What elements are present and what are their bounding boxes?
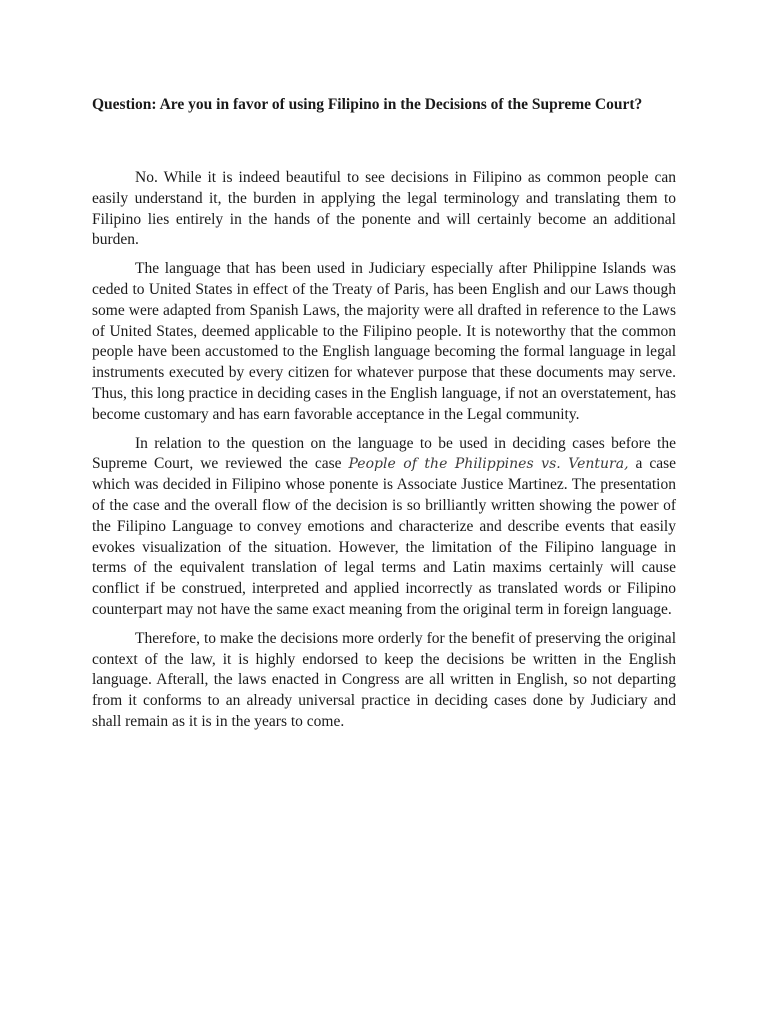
paragraph-4: Therefore, to make the decisions more orderly for the benefit of preserving the original context of the law, it is highly endorsed to keep the decisions be written in the English language. Afterall, the laws enacted in Congress are all written in English, so not departing from it conforms to an already universal practice in deciding cases done by Judiciary and shall remain as it is in the years to come. bbox=[92, 629, 676, 730]
question-heading: Question: Are you in favor of using Filipino in the Decisions of the Supreme Court? bbox=[92, 96, 643, 113]
paragraph-3 bbox=[92, 434, 676, 621]
case-citation: People of the Philippines vs. Ventura, bbox=[348, 456, 629, 473]
answer-body bbox=[92, 168, 676, 733]
paragraph-2: The language that has been used in Judiciary especially after Philippine Islands was ceded to United States in effect of the Treaty of Paris, has been English and our Laws though some were adapted from Spanish Laws, the majority were all drafted in reference to the Laws of United States, deemed applicable to the Filipino people. It is noteworthy that the common people have been accustomed to the English language becoming the formal language in legal instruments executed by every citizen for whatever purpose that these documents may serve. Thus, this long practice in deciding cases in the English language, if not an overstatement, has become customary and has earn favorable acceptance in the Legal community. bbox=[92, 260, 676, 423]
paragraph-3-rest-text: a case which was decided in Filipino whose ponente is Associate Justice Martinez. The presentation of the case and the overall flow of the decision is so brilliantly written showing the power of the Filipino Language to convey emotions and characterize and describe events that easily evokes visualization of the situation. However, the limitation of the Filipino language in terms of the equivalent translation of legal terms and Latin maxims certainly will cause conflict if be construed, interpreted and applied incorrectly as translated words or Filipino counterpart may not have the same exact meaning from the original term in foreign language. bbox=[92, 455, 676, 618]
paragraph-3-lead-text: In relation to the question on the language to be used in deciding cases before the Supreme Court, we reviewed the case bbox=[92, 434, 676, 473]
document-content bbox=[92, 94, 676, 741]
paragraph-1: No. While it is indeed beautiful to see decisions in Filipino as common people can easily understand it, the burden in applying the legal terminology and translating them to Filipino lies entirely in the hands of the ponente and will certainly become an additional burden. bbox=[92, 169, 676, 249]
